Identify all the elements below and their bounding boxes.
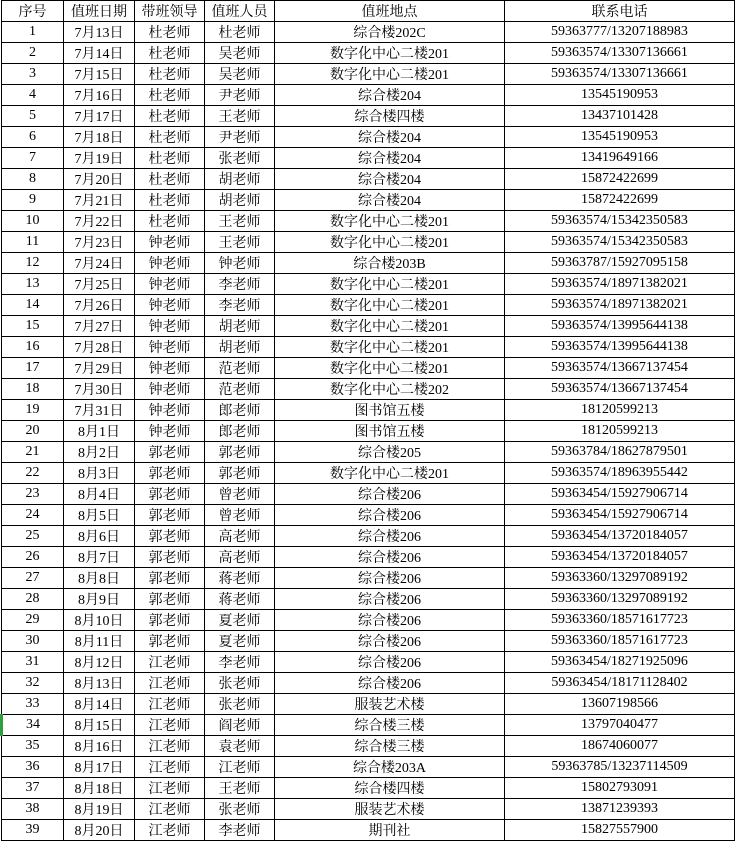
cell-phone[interactable]: 15827557900 xyxy=(505,820,735,841)
table-row xyxy=(2,736,735,757)
cell-leader[interactable]: 钟老师 xyxy=(135,316,205,337)
cell-no[interactable]: 28 xyxy=(2,589,64,610)
cell-leader[interactable]: 杜老师 xyxy=(135,106,205,127)
cell-no[interactable]: 36 xyxy=(2,757,64,778)
cell-phone[interactable]: 15872422699 xyxy=(505,169,735,190)
cell-person[interactable]: 夏老师 xyxy=(205,610,275,631)
table-row xyxy=(2,274,735,295)
cell-person[interactable]: 王老师 xyxy=(205,211,275,232)
table-row xyxy=(2,631,735,652)
cell-phone[interactable]: 18120599213 xyxy=(505,421,735,442)
cell-person[interactable]: 曾老师 xyxy=(205,484,275,505)
table-row xyxy=(2,169,735,190)
cell-phone[interactable]: 15872422699 xyxy=(505,190,735,211)
cell-no[interactable]: 26 xyxy=(2,547,64,568)
table-row xyxy=(2,421,735,442)
table-row xyxy=(2,358,735,379)
cell-no[interactable]: 9 xyxy=(2,190,64,211)
cell-no[interactable]: 23 xyxy=(2,484,64,505)
cell-date[interactable]: 8月4日 xyxy=(64,484,135,505)
cell-person[interactable]: 李老师 xyxy=(205,274,275,295)
cell-location[interactable]: 综合楼203B xyxy=(275,253,505,274)
cell-person[interactable]: 范老师 xyxy=(205,358,275,379)
cell-leader[interactable]: 杜老师 xyxy=(135,211,205,232)
cell-no[interactable]: 3 xyxy=(2,64,64,85)
cell-no[interactable]: 8 xyxy=(2,169,64,190)
cell-person[interactable]: 曾老师 xyxy=(205,505,275,526)
table-row xyxy=(2,22,735,43)
table-row xyxy=(2,85,735,106)
table-row xyxy=(2,190,735,211)
column-header-location[interactable]: 值班地点 xyxy=(275,1,505,22)
cell-location[interactable]: 服装艺术楼 xyxy=(275,694,505,715)
cell-date[interactable]: 8月16日 xyxy=(64,736,135,757)
cell-no[interactable]: 39 xyxy=(2,820,64,841)
cell-location[interactable]: 数字化中心二楼201 xyxy=(275,316,505,337)
cell-date[interactable]: 8月20日 xyxy=(64,820,135,841)
cell-leader[interactable]: 江老师 xyxy=(135,652,205,673)
cell-no[interactable]: 19 xyxy=(2,400,64,421)
cell-person[interactable]: 王老师 xyxy=(205,232,275,253)
cell-no[interactable]: 25 xyxy=(2,526,64,547)
cell-phone[interactable]: 59363360/18571617723 xyxy=(505,610,735,631)
cell-leader[interactable]: 郭老师 xyxy=(135,631,205,652)
column-header-leader[interactable]: 带班领导 xyxy=(135,1,205,22)
column-header-phone[interactable]: 联系电话 xyxy=(505,1,735,22)
cell-person[interactable]: 尹老师 xyxy=(205,127,275,148)
cell-location[interactable]: 图书馆五楼 xyxy=(275,421,505,442)
cell-location[interactable]: 综合楼三楼 xyxy=(275,736,505,757)
table-row xyxy=(2,106,735,127)
cell-leader[interactable]: 钟老师 xyxy=(135,379,205,400)
cell-location[interactable]: 综合楼206 xyxy=(275,484,505,505)
cell-no[interactable]: 20 xyxy=(2,421,64,442)
cell-person[interactable]: 郭老师 xyxy=(205,463,275,484)
cell-person[interactable]: 张老师 xyxy=(205,148,275,169)
cell-date[interactable]: 7月24日 xyxy=(64,253,135,274)
cell-person[interactable]: 胡老师 xyxy=(205,337,275,358)
cell-phone[interactable]: 13797040477 xyxy=(505,715,735,736)
cell-location[interactable]: 图书馆五楼 xyxy=(275,400,505,421)
cell-phone[interactable]: 59363360/13297089192 xyxy=(505,589,735,610)
cell-location[interactable]: 数字化中心二楼201 xyxy=(275,274,505,295)
cell-phone[interactable]: 59363360/13297089192 xyxy=(505,568,735,589)
cell-leader[interactable]: 杜老师 xyxy=(135,64,205,85)
cell-location[interactable]: 综合楼204 xyxy=(275,148,505,169)
cell-location[interactable]: 综合楼202C xyxy=(275,22,505,43)
cell-no[interactable]: 33 xyxy=(2,694,64,715)
cell-no[interactable]: 12 xyxy=(2,253,64,274)
cell-leader[interactable]: 郭老师 xyxy=(135,568,205,589)
cell-date[interactable]: 7月20日 xyxy=(64,169,135,190)
cell-location[interactable]: 综合楼206 xyxy=(275,673,505,694)
cell-location[interactable]: 数字化中心二楼201 xyxy=(275,64,505,85)
cell-leader[interactable]: 钟老师 xyxy=(135,421,205,442)
cell-leader[interactable]: 钟老师 xyxy=(135,274,205,295)
table-row xyxy=(2,568,735,589)
cell-date[interactable]: 8月9日 xyxy=(64,589,135,610)
cell-phone[interactable]: 59363787/15927095158 xyxy=(505,253,735,274)
cell-date[interactable]: 7月17日 xyxy=(64,106,135,127)
cell-date[interactable]: 7月29日 xyxy=(64,358,135,379)
cell-date[interactable]: 8月14日 xyxy=(64,694,135,715)
cell-person[interactable]: 郎老师 xyxy=(205,421,275,442)
cell-person[interactable]: 钟老师 xyxy=(205,253,275,274)
cell-no[interactable]: 24 xyxy=(2,505,64,526)
cell-location[interactable]: 数字化中心二楼201 xyxy=(275,337,505,358)
cell-location[interactable]: 综合楼四楼 xyxy=(275,778,505,799)
cell-location[interactable]: 综合楼206 xyxy=(275,631,505,652)
cell-leader[interactable]: 郭老师 xyxy=(135,610,205,631)
cell-leader[interactable]: 郭老师 xyxy=(135,484,205,505)
cell-person[interactable]: 袁老师 xyxy=(205,736,275,757)
cell-person[interactable]: 蒋老师 xyxy=(205,589,275,610)
table-row xyxy=(2,820,735,841)
table-row xyxy=(2,694,735,715)
roster-rows xyxy=(2,22,735,841)
cell-leader[interactable]: 江老师 xyxy=(135,694,205,715)
table-row xyxy=(2,547,735,568)
table-row xyxy=(2,778,735,799)
cell-leader[interactable]: 杜老师 xyxy=(135,85,205,106)
cell-no[interactable]: 22 xyxy=(2,463,64,484)
cell-phone[interactable]: 13607198566 xyxy=(505,694,735,715)
cell-phone[interactable]: 59363784/18627879501 xyxy=(505,442,735,463)
cell-no[interactable]: 38 xyxy=(2,799,64,820)
cell-no-selected[interactable]: 34 xyxy=(2,715,64,736)
cell-person[interactable]: 郭老师 xyxy=(205,442,275,463)
cell-person[interactable]: 胡老师 xyxy=(205,190,275,211)
cell-no[interactable]: 1 xyxy=(2,22,64,43)
cell-person[interactable]: 夏老师 xyxy=(205,631,275,652)
cell-date[interactable]: 8月6日 xyxy=(64,526,135,547)
column-header-date[interactable]: 值班日期 xyxy=(64,1,135,22)
table-row xyxy=(2,442,735,463)
cell-location[interactable]: 综合楼四楼 xyxy=(275,106,505,127)
cell-phone[interactable]: 13419649166 xyxy=(505,148,735,169)
table-row xyxy=(2,610,735,631)
cell-no[interactable]: 31 xyxy=(2,652,64,673)
cell-no[interactable]: 2 xyxy=(2,43,64,64)
cell-leader[interactable]: 杜老师 xyxy=(135,22,205,43)
cell-location[interactable]: 服装艺术楼 xyxy=(275,799,505,820)
cell-location[interactable]: 数字化中心二楼201 xyxy=(275,211,505,232)
cell-no[interactable]: 7 xyxy=(2,148,64,169)
cell-leader[interactable]: 钟老师 xyxy=(135,337,205,358)
cell-leader[interactable]: 杜老师 xyxy=(135,169,205,190)
cell-phone[interactable]: 18674060077 xyxy=(505,736,735,757)
table-row xyxy=(2,295,735,316)
cell-no[interactable]: 14 xyxy=(2,295,64,316)
cell-location[interactable]: 综合楼205 xyxy=(275,442,505,463)
cell-leader[interactable]: 钟老师 xyxy=(135,295,205,316)
cell-date[interactable]: 8月17日 xyxy=(64,757,135,778)
cell-date[interactable]: 7月27日 xyxy=(64,316,135,337)
table-row xyxy=(2,799,735,820)
column-header-no[interactable]: 序号 xyxy=(2,1,64,22)
table-row xyxy=(2,526,735,547)
cell-leader[interactable]: 杜老师 xyxy=(135,148,205,169)
cell-location[interactable]: 综合楼204 xyxy=(275,190,505,211)
table-row xyxy=(2,757,735,778)
cell-no[interactable]: 32 xyxy=(2,673,64,694)
cell-no[interactable]: 13 xyxy=(2,274,64,295)
cell-location[interactable]: 综合楼204 xyxy=(275,127,505,148)
table-row xyxy=(2,673,735,694)
cell-phone[interactable]: 13545190953 xyxy=(505,127,735,148)
cell-phone[interactable]: 13437101428 xyxy=(505,106,735,127)
cell-date[interactable]: 8月11日 xyxy=(64,631,135,652)
cell-date[interactable]: 8月15日 xyxy=(64,715,135,736)
cell-phone[interactable]: 13545190953 xyxy=(505,85,735,106)
cell-date[interactable]: 7月30日 xyxy=(64,379,135,400)
cell-leader[interactable]: 郭老师 xyxy=(135,505,205,526)
cell-phone[interactable]: 13871239393 xyxy=(505,799,735,820)
cell-date[interactable]: 8月10日 xyxy=(64,610,135,631)
cell-date[interactable]: 7月23日 xyxy=(64,232,135,253)
cell-leader[interactable]: 江老师 xyxy=(135,736,205,757)
cell-location[interactable]: 综合楼203A xyxy=(275,757,505,778)
cell-leader[interactable]: 郭老师 xyxy=(135,547,205,568)
cell-person[interactable]: 胡老师 xyxy=(205,316,275,337)
cell-date[interactable]: 7月25日 xyxy=(64,274,135,295)
cell-date[interactable]: 7月21日 xyxy=(64,190,135,211)
cell-no[interactable]: 4 xyxy=(2,85,64,106)
cell-phone[interactable]: 59363574/13307136661 xyxy=(505,64,735,85)
cell-location[interactable]: 综合楼204 xyxy=(275,85,505,106)
cell-person[interactable]: 江老师 xyxy=(205,757,275,778)
cell-leader[interactable]: 钟老师 xyxy=(135,400,205,421)
table-row xyxy=(2,463,735,484)
cell-person[interactable]: 郎老师 xyxy=(205,400,275,421)
cell-location[interactable]: 数字化中心二楼202 xyxy=(275,379,505,400)
cell-leader[interactable]: 郭老师 xyxy=(135,526,205,547)
cell-no[interactable]: 5 xyxy=(2,106,64,127)
cell-leader[interactable]: 郭老师 xyxy=(135,589,205,610)
table-row xyxy=(2,652,735,673)
cell-date[interactable]: 8月5日 xyxy=(64,505,135,526)
cell-phone[interactable]: 59363777/13207188983 xyxy=(505,22,735,43)
cell-phone[interactable]: 59363574/13667137454 xyxy=(505,358,735,379)
cell-phone[interactable]: 59363574/13995644138 xyxy=(505,316,735,337)
cell-person[interactable]: 范老师 xyxy=(205,379,275,400)
cell-date[interactable]: 8月18日 xyxy=(64,778,135,799)
cell-phone[interactable]: 59363574/18971382021 xyxy=(505,274,735,295)
cell-leader[interactable]: 钟老师 xyxy=(135,232,205,253)
cell-person[interactable]: 高老师 xyxy=(205,526,275,547)
cell-location[interactable]: 数字化中心二楼201 xyxy=(275,43,505,64)
cell-location[interactable]: 综合楼206 xyxy=(275,652,505,673)
cell-leader[interactable]: 江老师 xyxy=(135,799,205,820)
table-row xyxy=(2,211,735,232)
cell-phone[interactable]: 59363454/13720184057 xyxy=(505,526,735,547)
cell-no[interactable]: 37 xyxy=(2,778,64,799)
cell-date[interactable]: 8月7日 xyxy=(64,547,135,568)
cell-location[interactable]: 综合楼206 xyxy=(275,589,505,610)
table-row xyxy=(2,379,735,400)
cell-location[interactable]: 综合楼206 xyxy=(275,547,505,568)
cell-person[interactable]: 吴老师 xyxy=(205,64,275,85)
cell-phone[interactable]: 59363574/18963955442 xyxy=(505,463,735,484)
cell-no[interactable]: 30 xyxy=(2,631,64,652)
table-row xyxy=(2,64,735,85)
cell-phone[interactable]: 59363574/13307136661 xyxy=(505,43,735,64)
cell-no[interactable]: 35 xyxy=(2,736,64,757)
cell-phone[interactable]: 59363574/15342350583 xyxy=(505,232,735,253)
cell-phone[interactable]: 59363360/18571617723 xyxy=(505,631,735,652)
cell-no[interactable]: 11 xyxy=(2,232,64,253)
column-header-person[interactable]: 值班人员 xyxy=(205,1,275,22)
cell-person[interactable]: 王老师 xyxy=(205,106,275,127)
table-row xyxy=(2,400,735,421)
cell-no[interactable]: 29 xyxy=(2,610,64,631)
cell-no[interactable]: 15 xyxy=(2,316,64,337)
cell-phone[interactable]: 18120599213 xyxy=(505,400,735,421)
cell-date[interactable]: 7月14日 xyxy=(64,43,135,64)
table-row xyxy=(2,316,735,337)
cell-phone[interactable]: 59363454/18271925096 xyxy=(505,652,735,673)
cell-person[interactable]: 李老师 xyxy=(205,820,275,841)
table-row xyxy=(2,589,735,610)
cell-date[interactable]: 7月31日 xyxy=(64,400,135,421)
table-row xyxy=(2,43,735,64)
cell-person[interactable]: 胡老师 xyxy=(205,169,275,190)
cell-date[interactable]: 8月8日 xyxy=(64,568,135,589)
cell-date[interactable]: 7月16日 xyxy=(64,85,135,106)
cell-location[interactable]: 综合楼204 xyxy=(275,169,505,190)
cell-person[interactable]: 杜老师 xyxy=(205,22,275,43)
cell-person[interactable]: 张老师 xyxy=(205,673,275,694)
cell-leader[interactable]: 江老师 xyxy=(135,673,205,694)
cell-no[interactable]: 10 xyxy=(2,211,64,232)
cell-date[interactable]: 7月19日 xyxy=(64,148,135,169)
cell-date[interactable]: 8月3日 xyxy=(64,463,135,484)
table-row xyxy=(2,484,735,505)
cell-person[interactable]: 张老师 xyxy=(205,694,275,715)
cell-leader[interactable]: 钟老师 xyxy=(135,253,205,274)
cell-no[interactable]: 21 xyxy=(2,442,64,463)
cell-person[interactable]: 张老师 xyxy=(205,799,275,820)
cell-date[interactable]: 8月1日 xyxy=(64,421,135,442)
cell-date[interactable]: 7月18日 xyxy=(64,127,135,148)
cell-leader[interactable]: 杜老师 xyxy=(135,127,205,148)
cell-leader[interactable]: 江老师 xyxy=(135,820,205,841)
cell-date[interactable]: 7月26日 xyxy=(64,295,135,316)
cell-phone[interactable]: 59363785/13237114509 xyxy=(505,757,735,778)
cell-leader[interactable]: 杜老师 xyxy=(135,190,205,211)
cell-person[interactable]: 吴老师 xyxy=(205,43,275,64)
table-row xyxy=(2,148,735,169)
header-row xyxy=(2,1,735,22)
cell-location[interactable]: 综合楼206 xyxy=(275,526,505,547)
cell-date[interactable]: 8月13日 xyxy=(64,673,135,694)
cell-date[interactable]: 7月22日 xyxy=(64,211,135,232)
cell-person[interactable]: 阎老师 xyxy=(205,715,275,736)
cell-leader[interactable]: 江老师 xyxy=(135,715,205,736)
cell-person[interactable]: 李老师 xyxy=(205,295,275,316)
table-row xyxy=(2,232,735,253)
cell-location[interactable]: 数字化中心二楼201 xyxy=(275,463,505,484)
cell-location[interactable]: 数字化中心二楼201 xyxy=(275,232,505,253)
table-row xyxy=(2,127,735,148)
cell-location[interactable]: 综合楼206 xyxy=(275,505,505,526)
cell-location[interactable]: 综合楼206 xyxy=(275,610,505,631)
cell-person[interactable]: 李老师 xyxy=(205,652,275,673)
cell-no[interactable]: 6 xyxy=(2,127,64,148)
cell-phone[interactable]: 15802793091 xyxy=(505,778,735,799)
cell-location[interactable]: 数字化中心二楼201 xyxy=(275,295,505,316)
cell-location[interactable]: 综合楼206 xyxy=(275,568,505,589)
cell-no[interactable]: 17 xyxy=(2,358,64,379)
cell-person[interactable]: 高老师 xyxy=(205,547,275,568)
table-row xyxy=(2,715,735,736)
cell-leader[interactable]: 钟老师 xyxy=(135,358,205,379)
cell-location[interactable]: 综合楼三楼 xyxy=(275,715,505,736)
cell-no[interactable]: 16 xyxy=(2,337,64,358)
cell-leader[interactable]: 郭老师 xyxy=(135,463,205,484)
cell-phone[interactable]: 59363454/13720184057 xyxy=(505,547,735,568)
cell-phone[interactable]: 59363454/15927906714 xyxy=(505,484,735,505)
cell-location[interactable]: 期刊社 xyxy=(275,820,505,841)
table-row xyxy=(2,337,735,358)
cell-leader[interactable]: 江老师 xyxy=(135,778,205,799)
cell-person[interactable]: 蒋老师 xyxy=(205,568,275,589)
cell-date[interactable]: 7月13日 xyxy=(64,22,135,43)
cell-person[interactable]: 尹老师 xyxy=(205,85,275,106)
cell-leader[interactable]: 杜老师 xyxy=(135,43,205,64)
cell-phone[interactable]: 59363574/13667137454 xyxy=(505,379,735,400)
cell-date[interactable]: 8月2日 xyxy=(64,442,135,463)
cell-phone[interactable]: 59363574/18971382021 xyxy=(505,295,735,316)
cell-date[interactable]: 8月19日 xyxy=(64,799,135,820)
cell-phone[interactable]: 59363454/15927906714 xyxy=(505,505,735,526)
cell-no[interactable]: 18 xyxy=(2,379,64,400)
cell-phone[interactable]: 59363454/18171128402 xyxy=(505,673,735,694)
cell-leader[interactable]: 郭老师 xyxy=(135,442,205,463)
cell-no[interactable]: 27 xyxy=(2,568,64,589)
cell-phone[interactable]: 59363574/13995644138 xyxy=(505,337,735,358)
cell-date[interactable]: 8月12日 xyxy=(64,652,135,673)
cell-person[interactable]: 王老师 xyxy=(205,778,275,799)
table-row xyxy=(2,505,735,526)
cell-phone[interactable]: 59363574/15342350583 xyxy=(505,211,735,232)
cell-location[interactable]: 数字化中心二楼201 xyxy=(275,358,505,379)
cell-date[interactable]: 7月28日 xyxy=(64,337,135,358)
cell-leader[interactable]: 江老师 xyxy=(135,757,205,778)
table-row xyxy=(2,253,735,274)
cell-date[interactable]: 7月15日 xyxy=(64,64,135,85)
